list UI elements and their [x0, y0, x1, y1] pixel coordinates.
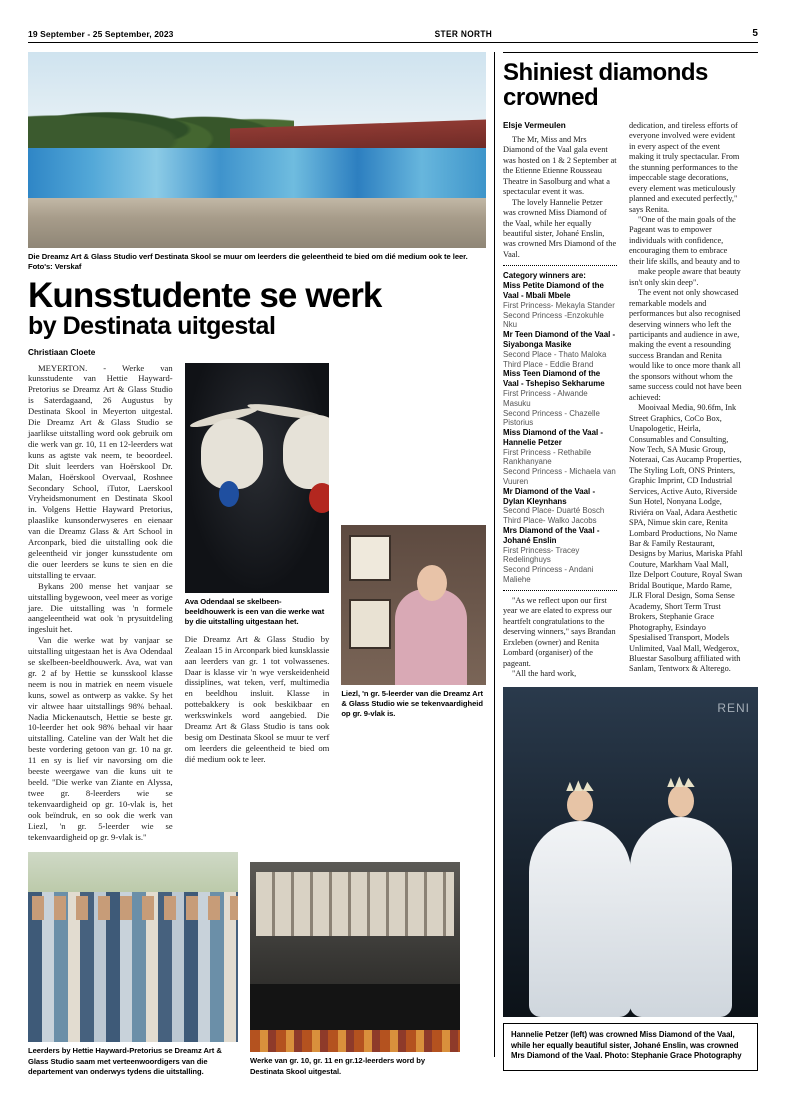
masthead — [28, 28, 758, 43]
display-photo-block — [250, 852, 460, 1076]
page-body — [28, 52, 758, 1076]
bottom-photo-row — [28, 852, 486, 1076]
pageant-winners-photo — [503, 687, 758, 1017]
winner-entry: Mr Teen Diamond of the Vaal - Siyabonga Masike — [503, 330, 616, 349]
winner-entry: First Princess- Tracey Redelinghuys — [503, 545, 580, 565]
photo-cloth — [250, 1030, 460, 1052]
side-story-rule — [503, 52, 758, 53]
side-story-column-2 — [629, 121, 743, 680]
side-headline-line2: crowned — [503, 83, 599, 111]
photo-skull — [201, 419, 263, 489]
main-story-column-2 — [185, 363, 330, 843]
paragraph: The Mr, Miss and Mrs Diamond of the Vaal gala event was hosted on 1 & 2 September at the Etienne Etienne Rousseau Theatre in Sasolburg and what a spectacular event it was. — [503, 134, 617, 197]
winner-entry: Second Place - Thato Maloka — [503, 349, 607, 359]
paragraph: MEYERTON. - Werke van kunsstudente van Hettie Hayward-Pretorius se Dreamz Art & Glass Studio is Saterdagaand, 26 Augustus by Destinata Skool in Meyerton uitgestal. Die Dreamz Art & Glass Studio se jaarlikse uitstalling word ook gebruik om die werk van gr. 10, 11 en 12-leerders wat kuns as agtste vak neem, te beoordeel. Dit sluit leerders van Hoërskool Dr. Malan, Hoërskool Overvaal, Roshnee Secondary School, iTutor, Laerskool Vryheidsmonument en Destinata Skool in. Volgens Hettie Hayward Pretorius, plaaslike kunsonderwyseres en eienaar van die Dreamz Glass & Art School in Arconpark, bied die uitstalling ook die geleentheid vir jonger kunsstudente om die ouer leerders se kuns te sien en die uitstalling te ervaar. — [28, 362, 173, 580]
winner-entry: Miss Diamond of the Vaal - Hannelie Petzer — [503, 428, 603, 447]
winner-entry: Miss Teen Diamond of the Vaal - Tshepiso Sekharume — [503, 369, 605, 389]
paragraph: dedication, and tireless efforts of everyone involved were evident in every aspect of the event making it truly spectacular. From the stunning performances to the impeccable stage decorations, every element was meticulously planned and executed perfectly," says Renita. — [629, 120, 740, 214]
winner-entry: Third Place - Eddie Brand — [503, 359, 594, 369]
main-headline-line1: Kunsstudente se werk — [28, 276, 382, 316]
winner-entry: First Princess- Mekayla Stander — [503, 300, 615, 310]
pageant-caption-box — [503, 1023, 758, 1070]
paragraph: "One of the main goals of the Pageant was to empower individuals with confidence, encouraging them to embrace their life skills, and beauty and to — [629, 214, 740, 266]
winner-entry: Second Princess -Enzokuhle Nku — [503, 310, 604, 330]
photo-heads-row — [28, 896, 238, 920]
group-photo-caption: Leerders by Hettie Hayward-Pretorius se Dreamz Art & Glass Studio saam met verteenwoordigers van die departement van onderwys tydens die uitstalling. — [28, 1046, 222, 1076]
side-headline-line1: Shiniest diamonds — [503, 59, 708, 86]
paragraph: Bykans 200 mense het vanjaar se uitstalling bygewoon, veel meer as vorige jare. Die uitstalling was 'n formele aangeleentheid wat ook 'n prysuitdeling ingesluit het. — [28, 580, 173, 635]
artwork-display-photo — [250, 862, 460, 1052]
paragraph: Van die werke wat by vanjaar se uitstalling uitgestaan het is Ava Odendaal se skelbeen-beeldhouwerk. Ava, wat van gr. 2 af by Hettie se kunsskool klasse neem is nou in matriek en neem visuele kuns, sowel as ontwerp as vakke. Sy het vir altwee haar uitstallings 98% behaal. Nadia Mickenautsch, Hettie se beste gr. 10-leerder het ook 98% behaal vir haar uitstalling. Cateline van der Walt het die beste vordering getoon van gr. 10 na gr. 11 en sy is lief vir navorsing om die beeste weergawe van die kuns uit te beeld. "Die werke van Ziante en Alyssa, twee gr. 8-leerders wie se tekenvaardigheid op gr. 10-vlak is, het ook beïndruk, en so ook die werk van Liezl, 'n gr. 5-leerder wie se tekenvaardigheid op gr. 9-vlak is." — [28, 635, 173, 842]
side-byline: Elsje Vermeulen — [503, 120, 566, 130]
winner-entry: Second Princess - Chazelle Pistorius — [503, 408, 600, 428]
main-headline-line2: by Destinata uitgestal — [28, 311, 276, 340]
winner-entry: Second Princess - Michaela van Vuuren — [503, 467, 616, 487]
photo-paint-accent — [219, 481, 239, 507]
winner-entry: Mrs Diamond of the Vaal - Johané Enslin — [503, 526, 600, 545]
paragraph: Die Dreamz Art & Glass Studio by Zealaan 15 in Arconpark bied kunsklassie aan leerders van gr. 1 tot volwassenes. Daar is klasse vir 'n wye verskeidenheid dissiplines, wat teken, verf, multimedia en beeldhou insluit. Klasse in pottebakkery is ook beskikbaar en werkswinkels word aangebied. Die Dreamz Art & Glass Studio is tans ook besig om Destinata Skool se muur te verf om leerders die geleentheid te bied om dié medium ook te leer. — [184, 633, 330, 764]
dotted-divider — [503, 590, 617, 591]
winner-entry: Mr Diamond of the Vaal - Dylan Kleynhans — [503, 486, 596, 506]
paragraph: make people aware that beauty isn't only skin deep". — [629, 267, 741, 287]
paragraph: The lovely Hannelie Petzer was crowned Miss Diamond of the Vaal, while her equally beautiful sister, Johané Enslin, was crowned Mrs Diamond of the Vaal. — [503, 197, 617, 259]
winner-entry: Second Princess - Andani Maliehe — [503, 565, 594, 585]
photo-subject-body — [395, 589, 467, 685]
side-story-columns — [503, 121, 758, 680]
group-photo-block — [28, 852, 238, 1076]
left-pane — [28, 52, 486, 1076]
photo-display-board — [256, 872, 454, 936]
right-pane — [503, 52, 758, 1061]
display-photo-caption: Werke van gr. 10, gr. 11 en gr.12-leerders word by Destinata Skool uitgestal. — [250, 1056, 426, 1076]
photo-gown-right — [630, 817, 732, 1017]
photo-paint-accent — [309, 483, 330, 513]
winner-entry: Third Place- Walko Jacobs — [503, 516, 597, 526]
liezl-portrait-photo — [341, 525, 486, 685]
issue-date: 19 September - 25 September, 2023 — [28, 29, 174, 39]
main-story-columns — [28, 363, 486, 843]
paragraph: "As we reflect upon our first year we are elated to express our heartfelt congratulations to the deserving winners," says Brandan Erxleben (owner) and Renita Lombard (organiser) of the pageant. — [503, 595, 616, 668]
winners-heading: Category winners are: — [503, 271, 586, 281]
winner-entry: First Princess - Alwande Masuku — [503, 388, 588, 408]
group-learners-photo — [28, 852, 238, 1042]
portrait-photo-caption: Liezl, 'n gr. 5-leerder van die Dreamz Art & Glass Studio wie se tekenvaardigheid op gr. 9-vlak is. — [341, 688, 483, 718]
column-divider — [494, 52, 495, 1057]
main-story-column-1 — [28, 363, 173, 843]
side-story-column-1 — [503, 121, 617, 680]
photo-subject-head — [417, 565, 447, 601]
dotted-divider — [503, 265, 617, 266]
winner-entry: First Princess - Rethabile Rankhanyane — [503, 447, 592, 467]
school-wall-mural-photo — [28, 52, 486, 248]
category-winners-list — [503, 271, 617, 585]
winner-entry: Miss Petite Diamond of the Vaal - Mbali Mbele — [503, 281, 604, 300]
photo-artwork — [349, 535, 391, 581]
pageant-photo-caption: Hannelie Petzer (left) was crowned Miss Diamond of the Vaal, while her equally beautiful sister, Johané Enslin, was crowned Mrs Diamond of the Vaal. Photo: Stephanie Grace Photography — [511, 1030, 742, 1061]
photo-mural — [28, 148, 486, 200]
publication-title: STER NORTH — [434, 29, 492, 39]
main-byline: Christiaan Cloete — [28, 347, 96, 357]
skull-sculpture-photo — [185, 363, 330, 593]
paragraph: The event not only showcased remarkable models and performances but also recognised deserving winners who left the participants and audience in awe, making the event a resounding success Brandan and Renita would like to once more thank all the sponsors without whom the same success could not have been achieved: — [629, 288, 742, 402]
photo-ground — [28, 198, 486, 248]
paragraph: "All the hard work, — [512, 669, 577, 679]
main-story-column-3 — [341, 363, 486, 843]
paragraph: Mooivaal Media, 90.6fm, Ink Street Graphics, CoCo Box, Unapologetic, Heirla, Consumables and Consulting, Now Tech, SA Music Group, Noteraai, Cas Aucamp Properties, The Styling Loft, ONS Printers, Graphic Imprint, CD Industrial Services, Active Auto, Riverside Sun Hotel, Nonyana Lodge, Riviéra on Vaal, Adara Aesthetic SPA, Nimue skin care, Renita Lombard Productions, No Name Bar & Family Restaurant, Designs by Marius, Mariska Pfahl Couture, Markham Vaal Mall, Ilze Delport Couture, Royal Swan Bridal Boutique, Mardo Rame, JLR Floral Design, Soma Sense Academy, Short Term Trust Brokers, Stephanie Grace Photography, Esindayo Spesialised Transport, Models Unlimited, Vaal Mall, Wedgerox, Bluestar Sasolburg affiliated with Sanlam, Tentworx & Alterego. — [629, 403, 743, 674]
newspaper-page — [28, 28, 758, 1086]
winner-entry: Second Place- Duarté Bosch — [503, 506, 605, 516]
sponsor-logo: RENI — [717, 701, 750, 716]
photo-artwork — [349, 599, 391, 649]
photo-gown-left — [529, 821, 631, 1017]
page-number: 5 — [752, 28, 758, 39]
hero-photo-caption: Die Dreamz Art & Glass Studio verf Destinata Skool se muur om leerders die geleentheid te bied om dié medium ook te leer. Foto's: Verskaf — [28, 252, 468, 272]
photo-skull — [283, 415, 330, 489]
skull-photo-caption: Ava Odendaal se skelbeen-beeldhouwerk is een van die werke wat by die uitstalling uitgestaan het. — [184, 596, 325, 626]
